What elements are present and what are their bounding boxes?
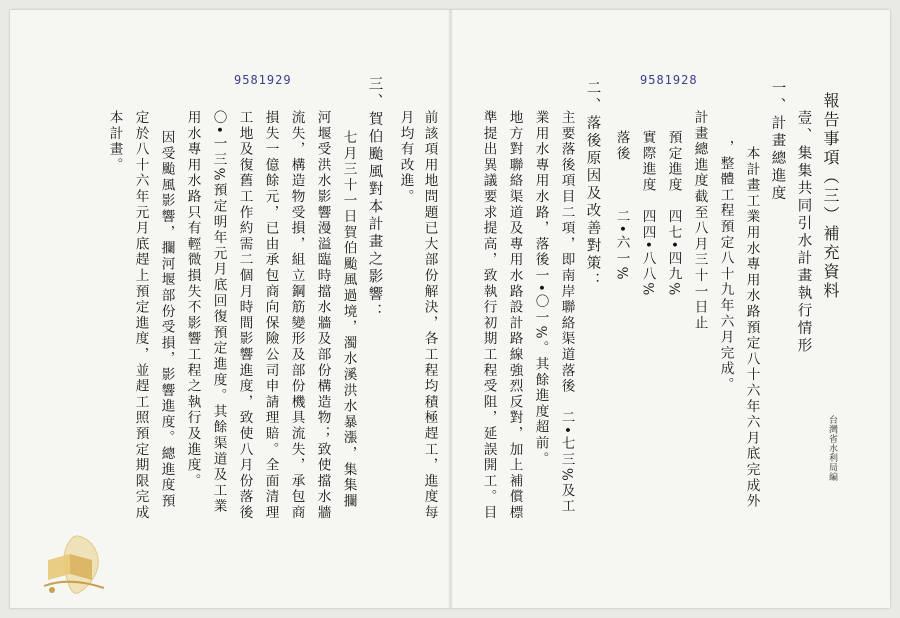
left-page: [10, 10, 450, 608]
text-line: 河堰受洪水影響漫溢臨時擋水牆及部份構造物；致使擋水牆: [314, 110, 331, 521]
document-spread: [10, 10, 890, 608]
text-line: 用水專用水路只有輕微損失不影響工程之執行及進度。: [184, 110, 201, 490]
text-line: 本計畫工業用水專用水路預定八十六年六月底完成外: [743, 146, 760, 510]
text-line: 工地及復舊工作約需二個月時間影響進度，致使八月份落後: [236, 110, 253, 521]
text-line: 地方對聯絡渠道及專用水路設計路線強烈反對，加上補償標: [506, 110, 523, 521]
taiwan-map-logo-icon: [30, 530, 120, 600]
section-heading: 一、計畫總進度: [769, 80, 786, 203]
text-line: 本計畫。: [106, 110, 123, 174]
serial-number: 9581929: [234, 73, 292, 87]
text-line: 因受颱風影響，攔河堰部份受損，影響進度。總進度預: [158, 130, 175, 510]
text-line: 計畫總進度截至八月三十一日止: [691, 110, 708, 332]
text-line: 月均有改進。: [397, 110, 414, 205]
progress-behind: 落後 二•六一%: [613, 130, 630, 282]
text-line: 〇•一三%預定明年元月底回復預定進度。其餘渠道及工業: [210, 110, 227, 515]
section-heading: 二、落後原因及改善對策：: [584, 80, 601, 290]
report-title: 報告事項（三）補充資料: [821, 92, 840, 301]
agency-credit: 台灣省水利局編: [827, 415, 837, 482]
text-line: 流失，構造物受損，組立鋼筋變形及部份機具流失，承包商: [288, 110, 305, 521]
text-line: 定於八十六年元月底趕上預定進度，並趕工照預定期限完成: [132, 110, 149, 521]
serial-number: 9581928: [640, 73, 698, 87]
text-line: 主要落後項目二項，即南岸聯絡渠道落後 二•七三%及工: [558, 110, 575, 515]
section-heading: 三、賀伯颱風對本計畫之影響：: [366, 76, 383, 321]
text-line: 業用水專用水路，落後一•〇一%。其餘進度超前。: [532, 110, 549, 468]
progress-actual: 實際進度 四四•八八%: [639, 130, 656, 298]
text-line: 損失一億餘元，已由承包商向保險公司申請理賠。全面清理: [262, 110, 279, 521]
right-page: [450, 10, 890, 608]
progress-planned: 預定進度 四七•四九%: [665, 130, 682, 298]
text-line: 七月三十一日賀伯颱風過境，濁水溪洪水暴漲，集集攔: [340, 130, 357, 510]
text-line: ，整體工程預定八十九年六月完成。: [717, 140, 734, 393]
text-line: 準提出異議要求提高，致執行初期工程受阻，延誤開工。目: [480, 110, 497, 521]
document-heading: 壹、集集共同引水計畫執行情形: [795, 110, 812, 355]
text-line: 前該項用地問題已大部份解決，各工程均積極趕工，進度每: [421, 110, 438, 521]
